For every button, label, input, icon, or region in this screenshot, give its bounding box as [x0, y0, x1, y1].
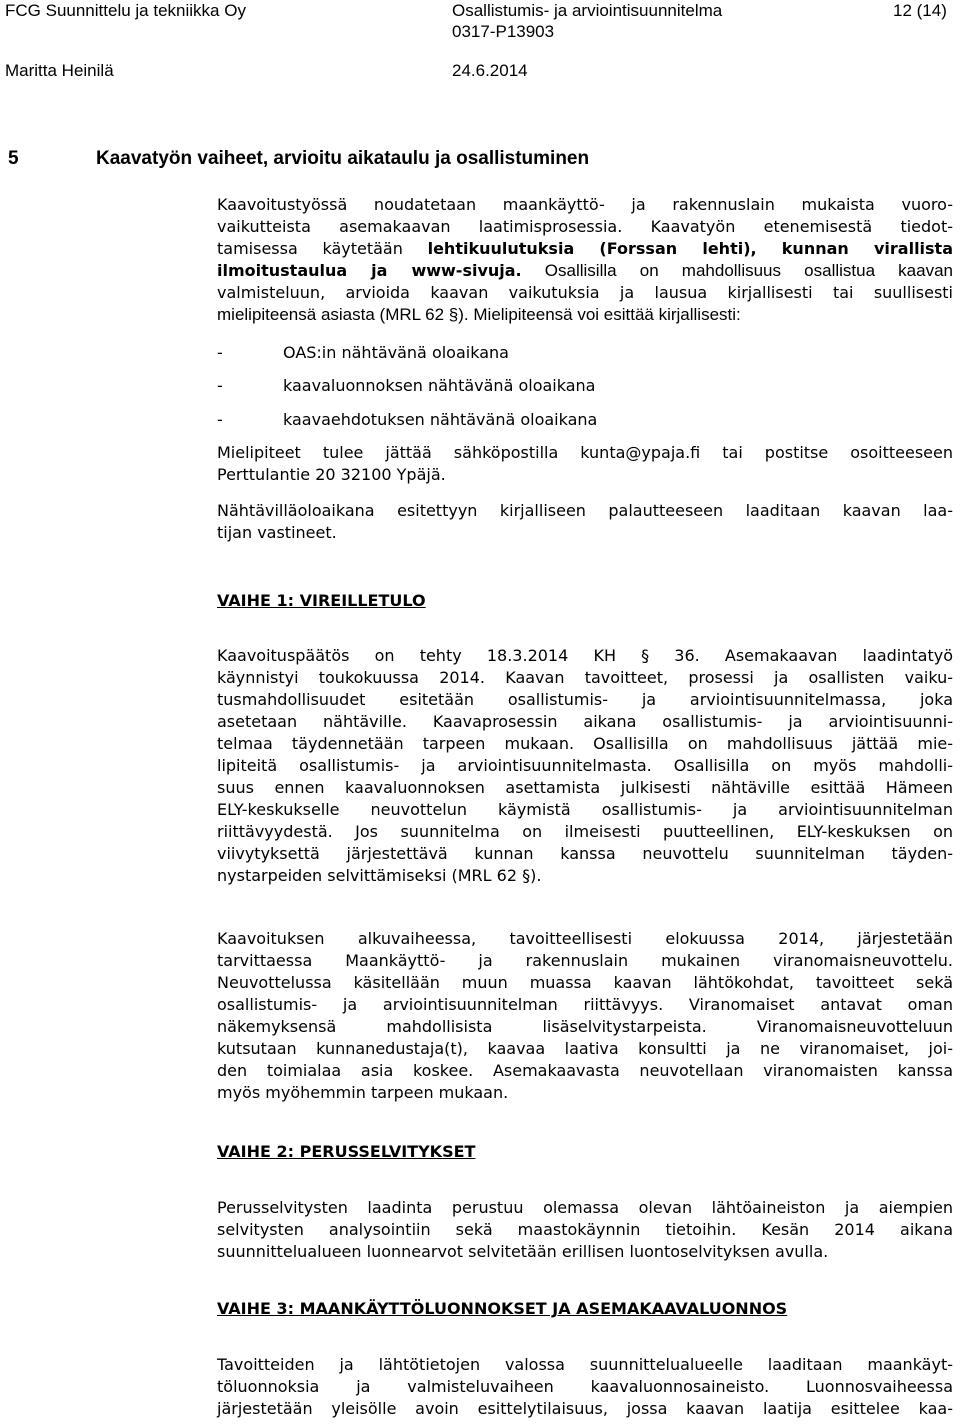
intro-sans-text: mielipiteensä asiasta (MRL 62 §). [217, 305, 469, 324]
paragraph-line: den toimialaa asia koskee. Asemakaavasta neuvotellaan viranomaisten kanssa [217, 1061, 953, 1080]
section-title: Kaavatyön vaiheet, arvioitu aikataulu ja osallistuminen [96, 148, 590, 169]
paragraph-line: ELY-keskukselle neuvottelun käymistä osallistumis- ja arviointisuunnitelman [217, 800, 953, 819]
paragraph-line: lipiteitä osallistumis- ja arviointisuunnitelmasta. Osallisilla on myös mahdolli- [217, 756, 953, 775]
paragraph-line: Tavoitteiden ja lähtötietojen valossa suunnittelualueelle laaditaan maankäyt- [217, 1355, 953, 1374]
phase1-paragraph-1 [217, 645, 953, 887]
phase1-paragraph-2 [217, 928, 953, 1104]
replies-line: Nähtävilläoloaikana esitettyyn kirjalliseen palautteeseen laaditaan kaavan laa- [217, 501, 953, 520]
phase1-heading: VAIHE 1: VIREILLETULO [217, 591, 426, 610]
header-date: 24.6.2014 [452, 61, 528, 80]
phase2-paragraph-1 [217, 1197, 953, 1263]
paragraph-line: Perusselvitysten laadinta perustuu olemassa olevan lähtöaineiston ja aiempien [217, 1198, 953, 1217]
intro-paragraph [217, 194, 953, 326]
bullet-dash: - [217, 410, 223, 429]
paragraph-line: näkemyksensä mahdollisista lisäselvitystarpeista. Viranomaisneuvotteluun [217, 1017, 953, 1036]
replies-paragraph [217, 500, 953, 544]
replies-line: tijan vastineet. [217, 523, 337, 542]
intro-line: valmisteluun, arvioida kaavan vaikutuksia ja lausua kirjallisesti tai suullisesti [217, 283, 953, 302]
paragraph-line: tusmahdollisuudet esitetään osallistumis- ja arviointisuunnitelmassa, joka [217, 690, 953, 709]
list-item-text: kaavaluonnoksen nähtävänä oloaikana [283, 376, 596, 395]
contact-line: Perttulantie 20 32100 Ypäjä. [217, 465, 446, 484]
header-company: FCG Suunnittelu ja tekniikka Oy [5, 1, 246, 20]
bullet-dash: - [217, 376, 223, 395]
paragraph-line: selvitysten analysointiin sekä maastokäynnin tietoihin. Kesän 2014 aikana [217, 1220, 953, 1239]
paragraph-line: Kaavoituspäätös on tehty 18.3.2014 KH § 36. Asemakaavan laadintatyö [217, 646, 953, 665]
header-page-number: 12 (14) [893, 1, 947, 20]
paragraph-line: suus ennen kaavaluonnoksen asettamista julkisesti nähtäville esittää Hämeen [217, 778, 953, 797]
list-item [217, 409, 597, 431]
intro-text: tamisessa käytetään [217, 239, 428, 258]
intro-sans-text: Mielipiteensä voi esittää kirjallisesti: [468, 305, 741, 324]
intro-line [217, 260, 953, 282]
paragraph-line: asetetaan nähtäville. Kaavaprosessin aikana osallistumis- ja arviointisuunni- [217, 712, 953, 731]
intro-bold-text: lehtikuulutuksia (Forssan lehti), kunnan virallista [427, 239, 953, 258]
intro-line: vaikutteista asemakaavan laatimisprosessia. Kaavatyön etenemisestä tiedot- [217, 217, 953, 236]
phase3-heading: VAIHE 3: MAANKÄYTTÖLUONNOKSET JA ASEMAKAAVALUONNOS [217, 1299, 788, 1318]
paragraph-line: viivytyksettä järjestettävä kunnan kanssa neuvottelu suunnitelman täyden- [217, 844, 953, 863]
intro-line [217, 238, 953, 260]
intro-line [217, 304, 953, 326]
bullet-dash: - [217, 343, 223, 362]
paragraph-line: telmaa täydennetään tarpeen mukaan. Osallisilla on mahdollisuus jättää mie- [217, 734, 953, 753]
paragraph-line: Neuvottelussa käsitellään muun muassa kaavan lähtökohdat, tavoitteet sekä [217, 973, 953, 992]
paragraph-line: riittävyydestä. Jos suunnitelma on ilmeisesti puutteellinen, ELY-keskuksen on [217, 822, 953, 841]
paragraph-line: Kaavoituksen alkuvaiheessa, tavoitteellisesti elokuussa 2014, järjestetään [217, 929, 953, 948]
list-item-text: OAS:in nähtävänä oloaikana [283, 343, 509, 362]
section-heading [8, 148, 589, 170]
paragraph-line: tarvittaessa Maankäyttö- ja rakennuslain mukainen viranomaisneuvottelu. [217, 951, 953, 970]
header-doc-title: Osallistumis- ja arviointisuunnitelma [452, 1, 723, 20]
paragraph-line: järjestetään yleisölle avoin esittelytilaisuus, jossa kaavan laatija esittelee kaa- [217, 1399, 953, 1418]
section-number: 5 [8, 148, 19, 169]
header-author: Maritta Heinilä [5, 61, 114, 80]
intro-line: Kaavoitustyössä noudatetaan maankäyttö- ja rakennuslain mukaista vuoro- [217, 195, 953, 214]
phase3-paragraph-1 [217, 1354, 953, 1420]
paragraph-line: nystarpeiden selvittämiseksi (MRL 62 §). [217, 866, 542, 885]
paragraph-line: suunnittelualueen luonnearvot selvitetään erillisen luontoselvityksen avulla. [217, 1242, 829, 1261]
list-item [217, 375, 595, 397]
paragraph-line: myös myöhemmin tarpeen mukaan. [217, 1083, 509, 1102]
paragraph-line: töluonnoksia ja valmisteluvaiheen kaavaluonnosaineisto. Luonnosvaiheessa [217, 1377, 953, 1396]
paragraph-line: osallistumis- ja arviointisuunnitelman riittävyys. Viranomaiset antavat oman [217, 995, 953, 1014]
list-item [217, 342, 509, 364]
intro-sans-text: Osallisilla on mahdollisuus osallistua kaavan [521, 261, 954, 280]
list-item-text: kaavaehdotuksen nähtävänä oloaikana [283, 410, 598, 429]
intro-bold-text: ilmoitustaulua ja www-sivuja. [217, 261, 522, 280]
header-doc-number: 0317-P13903 [452, 22, 555, 41]
phase2-heading: VAIHE 2: PERUSSELVITYKSET [217, 1142, 476, 1161]
paragraph-line: käynnistyi toukokuussa 2014. Kaavan tavoitteet, prosessi ja osallisten vaiku- [217, 668, 953, 687]
paragraph-line: kutsutaan kunnanedustaja(t), kaavaa laativa konsultti ja ne viranomaiset, joi- [217, 1039, 953, 1058]
contact-paragraph [217, 442, 953, 486]
contact-line: Mielipiteet tulee jättää sähköpostilla kunta@ypaja.fi tai postitse osoitteeseen [217, 443, 953, 462]
